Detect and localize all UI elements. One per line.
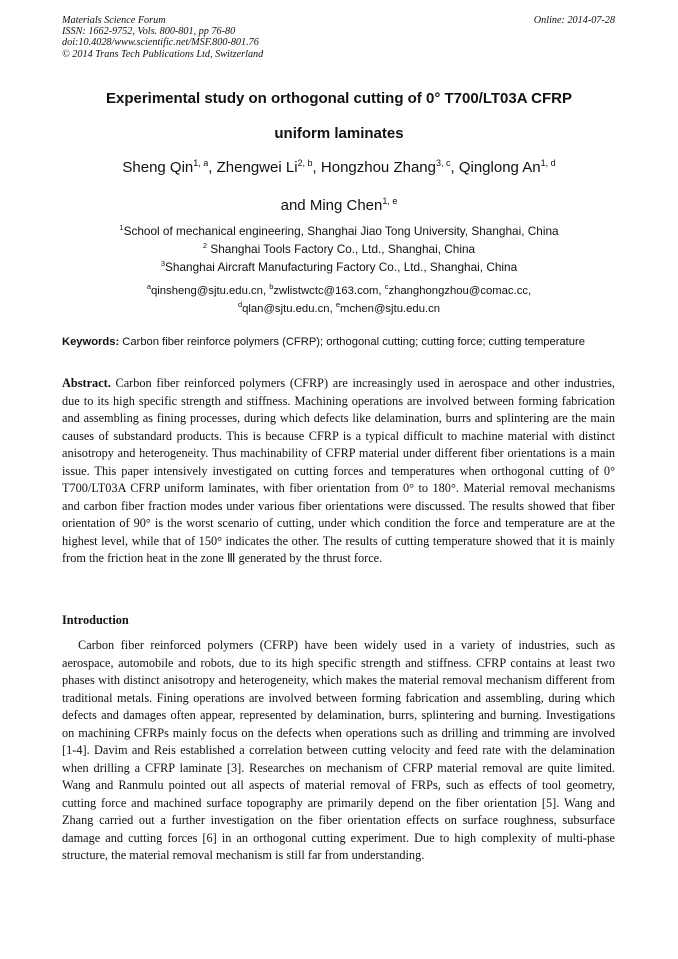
email-text: zhanghongzhou@comac.cc, [388,285,532,297]
affiliation-text: Shanghai Aircraft Manufacturing Factory Co., Ltd., Shanghai, China [165,260,518,274]
author-name: and Ming Chen [280,197,383,214]
author-sup: 1, e [382,196,398,206]
author-name: Sheng Qin [122,159,194,176]
email-sup: b [269,282,274,291]
email-text: mchen@sjtu.edu.cn [340,303,441,315]
introduction-heading: Introduction [62,613,129,627]
doi-line: doi:10.4028/www.scientific.net/MSF.800-801.76 [62,37,259,49]
author-sup: 3, c [435,158,451,168]
affiliation-text: School of mechanical engineering, Shanghai Jiao Tong University, Shanghai, China [123,224,559,238]
affiliation-text: Shanghai Tools Factory Co., Ltd., Shanghai, China [207,242,476,256]
author-line-1 [40,159,638,176]
paper-title-line-1: Experimental study on orthogonal cutting of 0° T700/LT03A CFRP [105,90,573,107]
keywords-label: Keywords: [62,336,120,348]
author-sep: , [208,159,217,176]
paper-title-line-2: uniform laminates [274,125,404,142]
author-sup: 2, b [297,158,313,168]
introduction-paragraph: Carbon fiber reinforced polymers (CFRP) have been widely used in a variety of industries, such as aerospace, automobile and robots, due to its high specific strength and stiffness. CFRP contains at least two phases with distinct anisotropy and heterogeneity, which makes the material removal mechanism different from traditional metals. Fining operations are involved between forming fabrication and assembling, during which defects and damages often appear, represented by delamination, burrs, splintering and burning. Investigations on machining CFRPs mainly focus on the defects when operations such as drilling and trimming are involved [1-4]. Davim and Reis established a correlation between cutting velocity and feed rate with the delamination when drilling a CFRP laminate [3]. Researches on mechanism of CFRP material removal are quite limited. Wang and Ranmulu pointed out all aspects of material removal of FRPs, such as effects of tool geometry, cutting force and machined surface topography are primarily depend on the fiber orientation [5]. Wang and Zhang carried out a further investigation on the fiber orientation effects on surface roughness, subsurface damage and cutting forces [6] in an orthogonal cutting experiment. Due to high complexity of multi-phase structure, the material removal mechanism is still far from understanding. [62,638,615,862]
affiliation-1 [40,224,638,238]
header-left [62,15,615,60]
journal-header [62,15,615,60]
author-sep: , [450,159,459,176]
author-sup: 1, d [540,158,556,168]
abstract-block [62,375,615,568]
email-sup: a [146,282,151,291]
keywords-text: Carbon fiber reinforce polymers (CFRP); orthogonal cutting; cutting force; cutting temperature [119,336,585,348]
email-text: qinsheng@sjtu.edu.cn, [150,285,270,297]
abstract-label: Abstract. [62,376,111,390]
email-sup: e [335,300,341,309]
online-date: Online: 2014-07-28 [533,15,615,26]
affiliation-2 [40,242,638,256]
author-name: Hongzhou Zhang [320,159,436,176]
affiliation-sup: 3 [160,259,166,268]
issn-line: ISSN: 1662-9752, Vols. 800-801, pp 76-80 [62,26,236,38]
author-sep: , [312,159,321,176]
email-sup: d [237,300,243,309]
author-name: Qinglong An [458,159,541,176]
email-line-2 [40,300,638,315]
keywords-block [62,334,615,351]
abstract-text: Carbon fiber reinforced polymers (CFRP) are increasingly used in aerospace and other industries, due to its high specific strength and stiffness. Machining operations are involved between forming fabrication and assembling as fining processes, during which defects like delamination, burrs and splintering are the main causes of substandard products. This is because CFRP is a typical difficult to machine material with distinct anisotropy and heterogeneity. Thus machinability of CFRP material under different fiber orientations is a main issue. This paper intensively investigated on cutting forces and temperatures when orthogonal cutting of 0° T700/LT03A CFRP uniform laminates, with fiber orientation from 0° to 180°. Material removal mechanisms and carbon fiber fraction modes under various fiber orientations were discussed. The results showed that fiber orientation of 90° is the worst scenario of cutting, under which condition the force and temperature are at the highest level, while that of 150° indicates the other. The results of cutting temperature showed that it is mainly from the friction heat in the zone Ⅲ generated by the thrust force. [62,376,615,565]
author-name: Zhengwei Li [216,159,298,176]
email-text: qlan@sjtu.edu.cn, [242,303,336,315]
journal-name: Materials Science Forum [62,15,166,26]
affiliation-3 [40,260,638,274]
affiliation-sup: 1 [119,223,124,232]
author-line-2 [40,197,638,214]
email-sup: c [384,282,389,291]
copyright-line: © 2014 Trans Tech Publications Ltd, Switzerland [62,48,264,60]
affiliation-sup: 2 [202,241,208,250]
author-sup: 1, a [193,158,209,168]
email-text: zwlistwctc@163.com, [273,285,385,297]
email-line-1 [40,282,638,297]
